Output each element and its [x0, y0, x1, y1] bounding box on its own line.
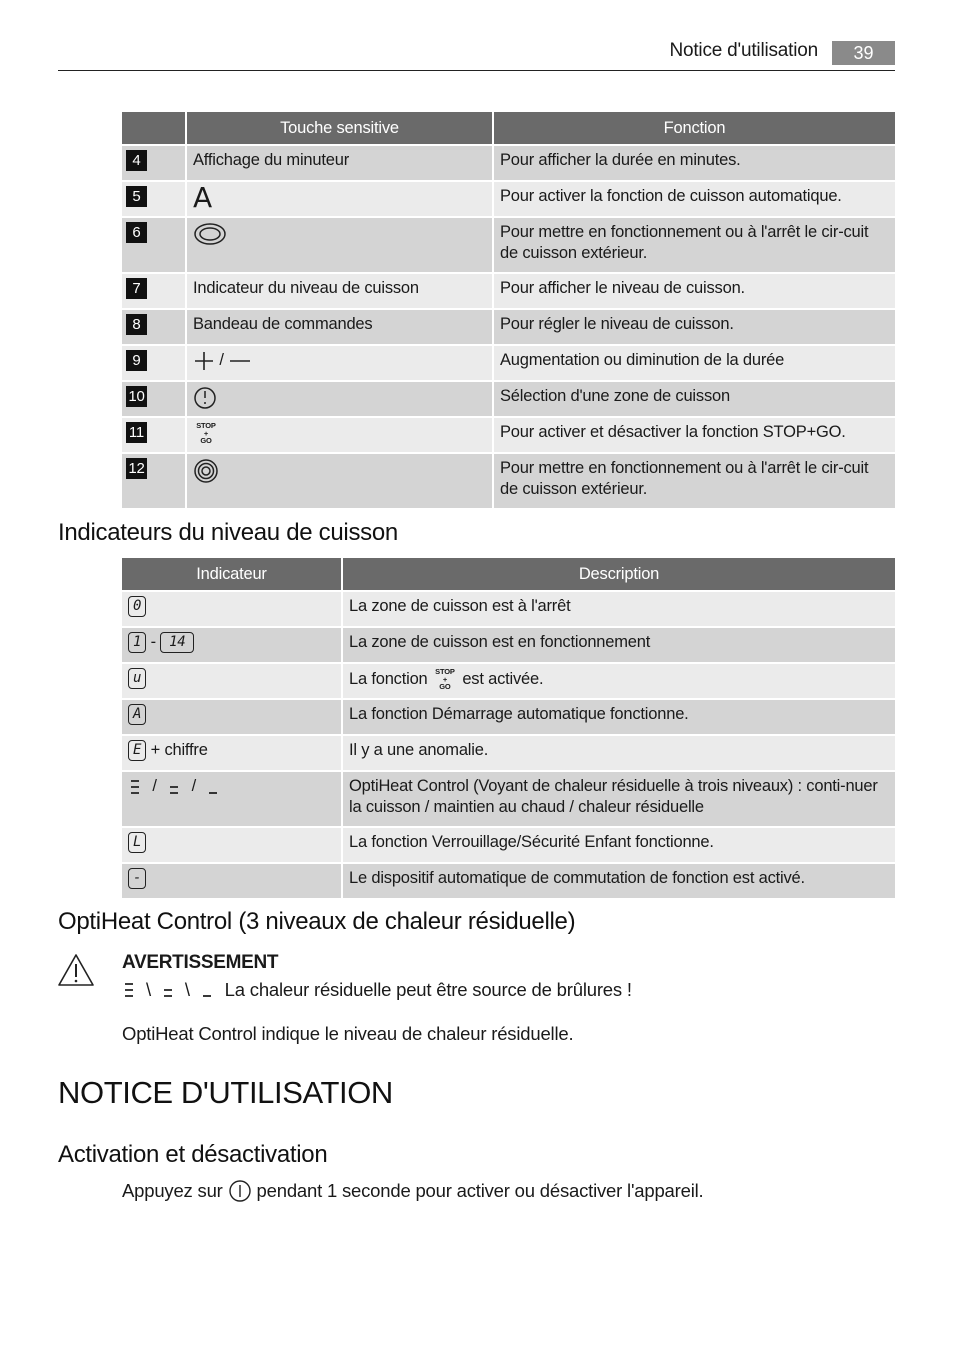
range-separator: -	[150, 633, 156, 652]
indicator-suffix: + chiffre	[150, 741, 208, 760]
warning-line	[122, 978, 632, 1001]
function-text: Sélection d'une zone de cuisson	[494, 382, 895, 416]
activation-text-after: pendant 1 seconde pour activer ou désactiver l'appareil.	[256, 1180, 704, 1202]
table-header-cell: Description	[343, 558, 895, 590]
description-text: OptiHeat Control (Voyant de chaleur résiduelle à trois niveaux) : conti-nuer la cuisson / maintien au chaud / chaleur résiduelle	[343, 772, 895, 826]
description-text: est activée.	[462, 669, 544, 688]
controls-table	[120, 110, 897, 510]
header-rule	[58, 70, 895, 71]
function-text: Pour mettre en fonctionnement ou à l'arrêt le cir-cuit de cuisson extérieur.	[494, 454, 895, 508]
row-number: 6	[126, 222, 147, 243]
function-text: Pour afficher le niveau de cuisson.	[494, 274, 895, 308]
description-text: La zone de cuisson est à l'arrêt	[343, 592, 895, 626]
table-row	[122, 346, 895, 380]
description-text: La fonction Verrouillage/Sécurité Enfant fonctionne.	[343, 828, 895, 862]
activation-text	[122, 1179, 703, 1203]
residual-heat-levels-icon	[128, 777, 220, 795]
stop-go-line: STOP	[435, 667, 455, 676]
row-number: 7	[126, 278, 147, 299]
description-text: Il y a une anomalie.	[343, 736, 895, 770]
warning-icon	[57, 953, 95, 987]
display-digit-icon: E	[128, 740, 146, 761]
row-number: 10	[126, 386, 147, 407]
table-row	[122, 274, 895, 308]
table-row	[122, 592, 895, 626]
table-row	[122, 772, 895, 826]
table-row	[122, 146, 895, 180]
power-icon	[228, 1179, 252, 1203]
heat-level-separator: \	[145, 979, 151, 1001]
section-heading-optiheat: OptiHeat Control (3 niveaux de chaleur résiduelle)	[58, 908, 576, 935]
heat-level-2-icon	[161, 980, 175, 1000]
plus-minus-separator: /	[219, 351, 224, 370]
display-digit-icon: 14	[160, 632, 194, 653]
page-title: NOTICE D'UTILISATION	[58, 1075, 393, 1110]
display-digit-icon: L	[128, 832, 146, 853]
table-row	[122, 418, 895, 452]
double-ring-icon	[193, 458, 219, 484]
function-text: Augmentation ou diminution de la durée	[494, 346, 895, 380]
indicators-table	[120, 556, 897, 900]
table-row	[122, 310, 895, 344]
row-number: 5	[126, 186, 147, 207]
function-text: Pour mettre en fonctionnement ou à l'arrêt le cir-cuit de cuisson extérieur.	[494, 218, 895, 272]
row-number: 4	[126, 150, 147, 171]
table-row	[122, 218, 895, 272]
table-row	[122, 382, 895, 416]
table-header-cell	[122, 112, 185, 144]
oval-rings-icon	[193, 222, 227, 246]
stop-go-line: +	[203, 428, 209, 438]
plus-icon	[193, 350, 215, 372]
key-label: Affichage du minuteur	[187, 146, 492, 180]
key-label: Bandeau de commandes	[187, 310, 492, 344]
table-header-row	[122, 558, 895, 590]
table-row	[122, 736, 895, 770]
heat-level-3-icon	[122, 980, 136, 1000]
row-number: 8	[126, 314, 147, 335]
key-label: Indicateur du niveau de cuisson	[187, 274, 492, 308]
table-header-cell: Touche sensitive	[187, 112, 492, 144]
description-text: Le dispositif automatique de commutation de fonction est activé.	[343, 864, 895, 898]
activation-text-before: Appuyez sur	[122, 1180, 223, 1202]
table-row	[122, 700, 895, 734]
display-digit-icon: u	[128, 668, 146, 689]
stop-go-line: GO	[439, 682, 451, 691]
stop-go-icon	[432, 668, 458, 691]
row-number: 12	[126, 458, 147, 479]
zone-select-icon	[193, 386, 217, 410]
table-row	[122, 182, 895, 216]
stop-go-line: GO	[200, 436, 212, 445]
table-row	[122, 628, 895, 662]
table-row	[122, 828, 895, 862]
function-text: Pour régler le niveau de cuisson.	[494, 310, 895, 344]
function-text: Pour afficher la durée en minutes.	[494, 146, 895, 180]
row-number: 9	[126, 350, 147, 371]
table-row	[122, 864, 895, 898]
table-header-cell: Fonction	[494, 112, 895, 144]
letter-a-icon: A	[193, 181, 212, 214]
stop-go-line: +	[442, 674, 448, 684]
running-header-title: Notice d'utilisation	[669, 40, 818, 61]
description-text: La zone de cuisson est en fonctionnement	[343, 628, 895, 662]
heat-level-3-icon	[128, 777, 142, 797]
function-text: Pour activer et désactiver la fonction STOP+GO.	[494, 418, 895, 452]
heat-level-2-icon	[167, 777, 181, 797]
section-heading-activation: Activation et désactivation	[58, 1141, 328, 1168]
stop-go-icon	[193, 422, 219, 445]
description-text: La fonction	[349, 669, 428, 688]
minus-icon	[228, 350, 252, 372]
row-number: 11	[126, 422, 147, 443]
page-number: 39	[832, 41, 895, 65]
stop-go-line: STOP	[196, 421, 216, 430]
display-digit-icon: A	[128, 704, 146, 725]
display-digit-icon: 0	[128, 596, 146, 617]
section-heading-levels: Indicateurs du niveau de cuisson	[58, 519, 398, 546]
plus-minus-icon	[193, 351, 252, 369]
table-row	[122, 454, 895, 508]
heat-level-separator: \	[184, 979, 190, 1001]
display-digit-icon: -	[128, 868, 146, 889]
table-row	[122, 664, 895, 698]
warning-text: La chaleur résiduelle peut être source de brûlures !	[224, 979, 632, 1001]
warning-title: AVERTISSEMENT	[122, 952, 279, 973]
description-text: La fonction Démarrage automatique fonctionne.	[343, 700, 895, 734]
display-digit-icon: 1	[128, 632, 146, 653]
heat-level-1-icon	[206, 777, 220, 797]
function-text: Pour activer la fonction de cuisson automatique.	[494, 182, 895, 216]
heat-level-1-icon	[200, 980, 214, 1000]
heat-level-separator: /	[191, 777, 196, 796]
heat-level-separator: /	[152, 777, 157, 796]
table-header-row	[122, 112, 895, 144]
table-header-cell: Indicateur	[122, 558, 341, 590]
optiheat-text: OptiHeat Control indique le niveau de chaleur résiduelle.	[122, 1023, 574, 1044]
